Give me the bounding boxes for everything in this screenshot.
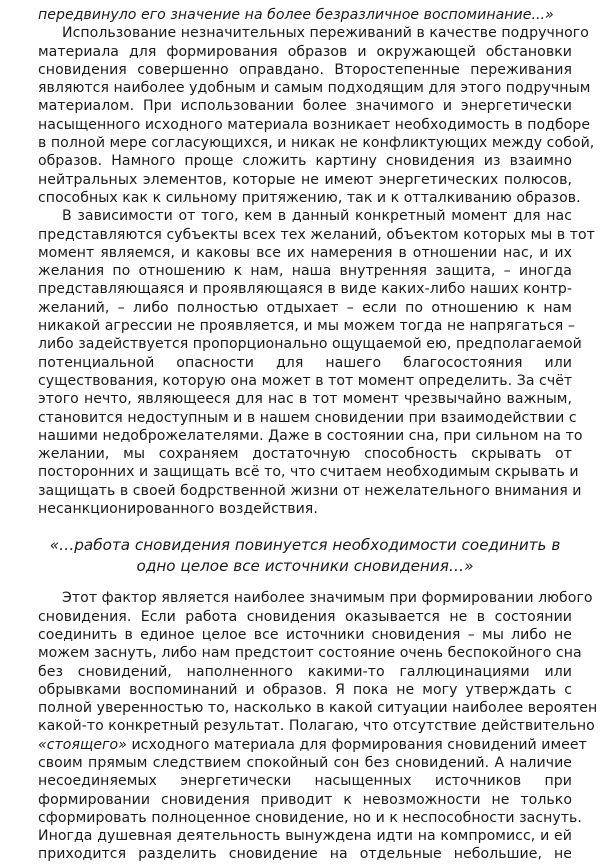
quote-line: одно целое все источники сновидения…» <box>136 556 474 575</box>
paragraph-line: образов. Намного проще сложить картину сновидения из взаимно <box>38 153 572 170</box>
paragraph-line: обрывками воспоминаний и образов. Я пока не могу утверждать с <box>38 681 572 698</box>
paragraph-line: несоединяемых энергетически насыщенных источников при <box>38 773 572 790</box>
paragraph-line: материала для формирования образов и окружающей обстановки <box>38 43 572 60</box>
paragraph-1 <box>38 24 595 207</box>
line-rest: исходного материала для формирования сновидений имеет <box>126 736 587 753</box>
paragraph-line-with-emphasis <box>38 736 587 754</box>
paragraph-line: без сновидений, наполненного какими-то галлюцинациями или <box>38 663 572 680</box>
paragraph-line: существования, которую она может в тот момент определить. За счёт <box>38 372 573 389</box>
paragraph-line: либо задействуется пропорционально ощущаемой ею, предполагаемой <box>38 336 582 353</box>
paragraph-line: представляются субъекты всех тех желаний, объектом которых мы в тот <box>38 226 595 243</box>
paragraph-line: защищать в своей бодрственной жизни от нежелательного внимания и <box>38 482 582 499</box>
paragraph-line: момент являемся, и каковы все их намерения в отношении нас, и их <box>38 244 572 261</box>
paragraph-line: можем заснуть, либо нам предстоит состояние очень беспокойного сна <box>38 645 582 662</box>
paragraph-line: этого нечто, являющееся для нас в тот момент чрезвычайно важным, <box>38 391 572 408</box>
paragraph-line: в полной мере согласующихся, и никак не конфликтующих между собой, <box>38 135 595 152</box>
paragraph-line: становится недоступным и в нашем сновидении при взаимодействии с <box>38 409 577 426</box>
spacer <box>38 576 572 589</box>
paragraph-line: какой-то конкретный результат. Полагаю, что отсутствие действительно <box>38 718 595 735</box>
paragraph-line: нашими недоброжелателями. Даже в состоянии сна, при сильном на то <box>38 427 583 444</box>
paragraph-line: полной уверенностью то, насколько в какой ситуации наиболее вероятен <box>38 700 598 717</box>
paragraph-2 <box>38 207 595 518</box>
paragraph-line: материалом. При использовании более значимого и энергетически <box>38 98 572 115</box>
paragraph-line: нейтральных элементов, которые не имеют энергетических полюсов, <box>38 171 572 188</box>
paragraph-line: формировании сновидения приводит к невозможности не только <box>38 791 572 808</box>
paragraph-line: Этот фактор является наиболее значимым при формировании любого <box>62 590 593 607</box>
paragraph-line: насыщенного исходного материала возникает необходимость в подборе <box>38 116 591 133</box>
paragraph-line: никакой агрессии не проявляется, и мы можем тогда не напрягаться – <box>38 318 575 335</box>
paragraph-line: сновидения. Если работа сновидения оказывается не в состоянии <box>38 608 572 625</box>
paragraph-line: представляющаяся и проявляющаяся в виде каких-либо наших контр- <box>38 281 572 298</box>
spacer <box>38 518 572 535</box>
document-page <box>38 6 598 864</box>
paragraph-3 <box>38 589 598 863</box>
paragraph-line: желаний, – либо полностью отдыхает – если по отношению к нам <box>38 299 572 316</box>
emphasis-word: «стоящего» <box>38 736 127 753</box>
paragraph-line: несанкционированного воздействия. <box>38 501 318 518</box>
paragraph-line: желания по отношению к нам, наша внутренняя защита, – иногда <box>38 263 572 280</box>
paragraph-line: желании, мы сохраняем достаточную способность скрывать от <box>38 446 572 463</box>
quote-line: «…работа сновидения повинуется необходимости соединить в <box>49 536 561 555</box>
paragraph-line: сформировать полноценное сновидение, но и к неспособности заснуть. <box>38 809 582 826</box>
paragraph-line: В зависимости от того, кем в данный конкретный момент для нас <box>62 208 572 225</box>
opening-line: передвинуло его значение на более безразличное воспоминание...» <box>38 7 554 23</box>
paragraph-line: Иногда душевная деятельность вынуждена идти на компромисс, и ей <box>38 828 572 845</box>
paragraph-line: посторонних и защищать всё то, что считаем необходимым скрывать и <box>38 464 579 481</box>
paragraph-line: являются наиболее удобным и самым подходящим для этого подручным <box>38 80 591 97</box>
epigraph-quote <box>38 535 572 576</box>
paragraph-line: приходится разделить сновидение на отдельные небольшие, не <box>38 846 572 863</box>
paragraph-line: Использование незначительных переживаний в качестве подручного <box>62 25 589 42</box>
paragraph-line: потенциальной опасности для нашего благосостояния или <box>38 354 572 371</box>
paragraph-line: сновидения совершенно оправдано. Второстепенные переживания <box>38 61 572 78</box>
paragraph-line: своим прямым следствием спокойный сон без сновидений. А наличие <box>38 754 572 771</box>
paragraph-line: способных как к сильному притяжению, так и к отталкиванию образов. <box>38 189 581 206</box>
paragraph-line: соединить в единое целое все источники сновидения – мы либо не <box>38 626 572 643</box>
